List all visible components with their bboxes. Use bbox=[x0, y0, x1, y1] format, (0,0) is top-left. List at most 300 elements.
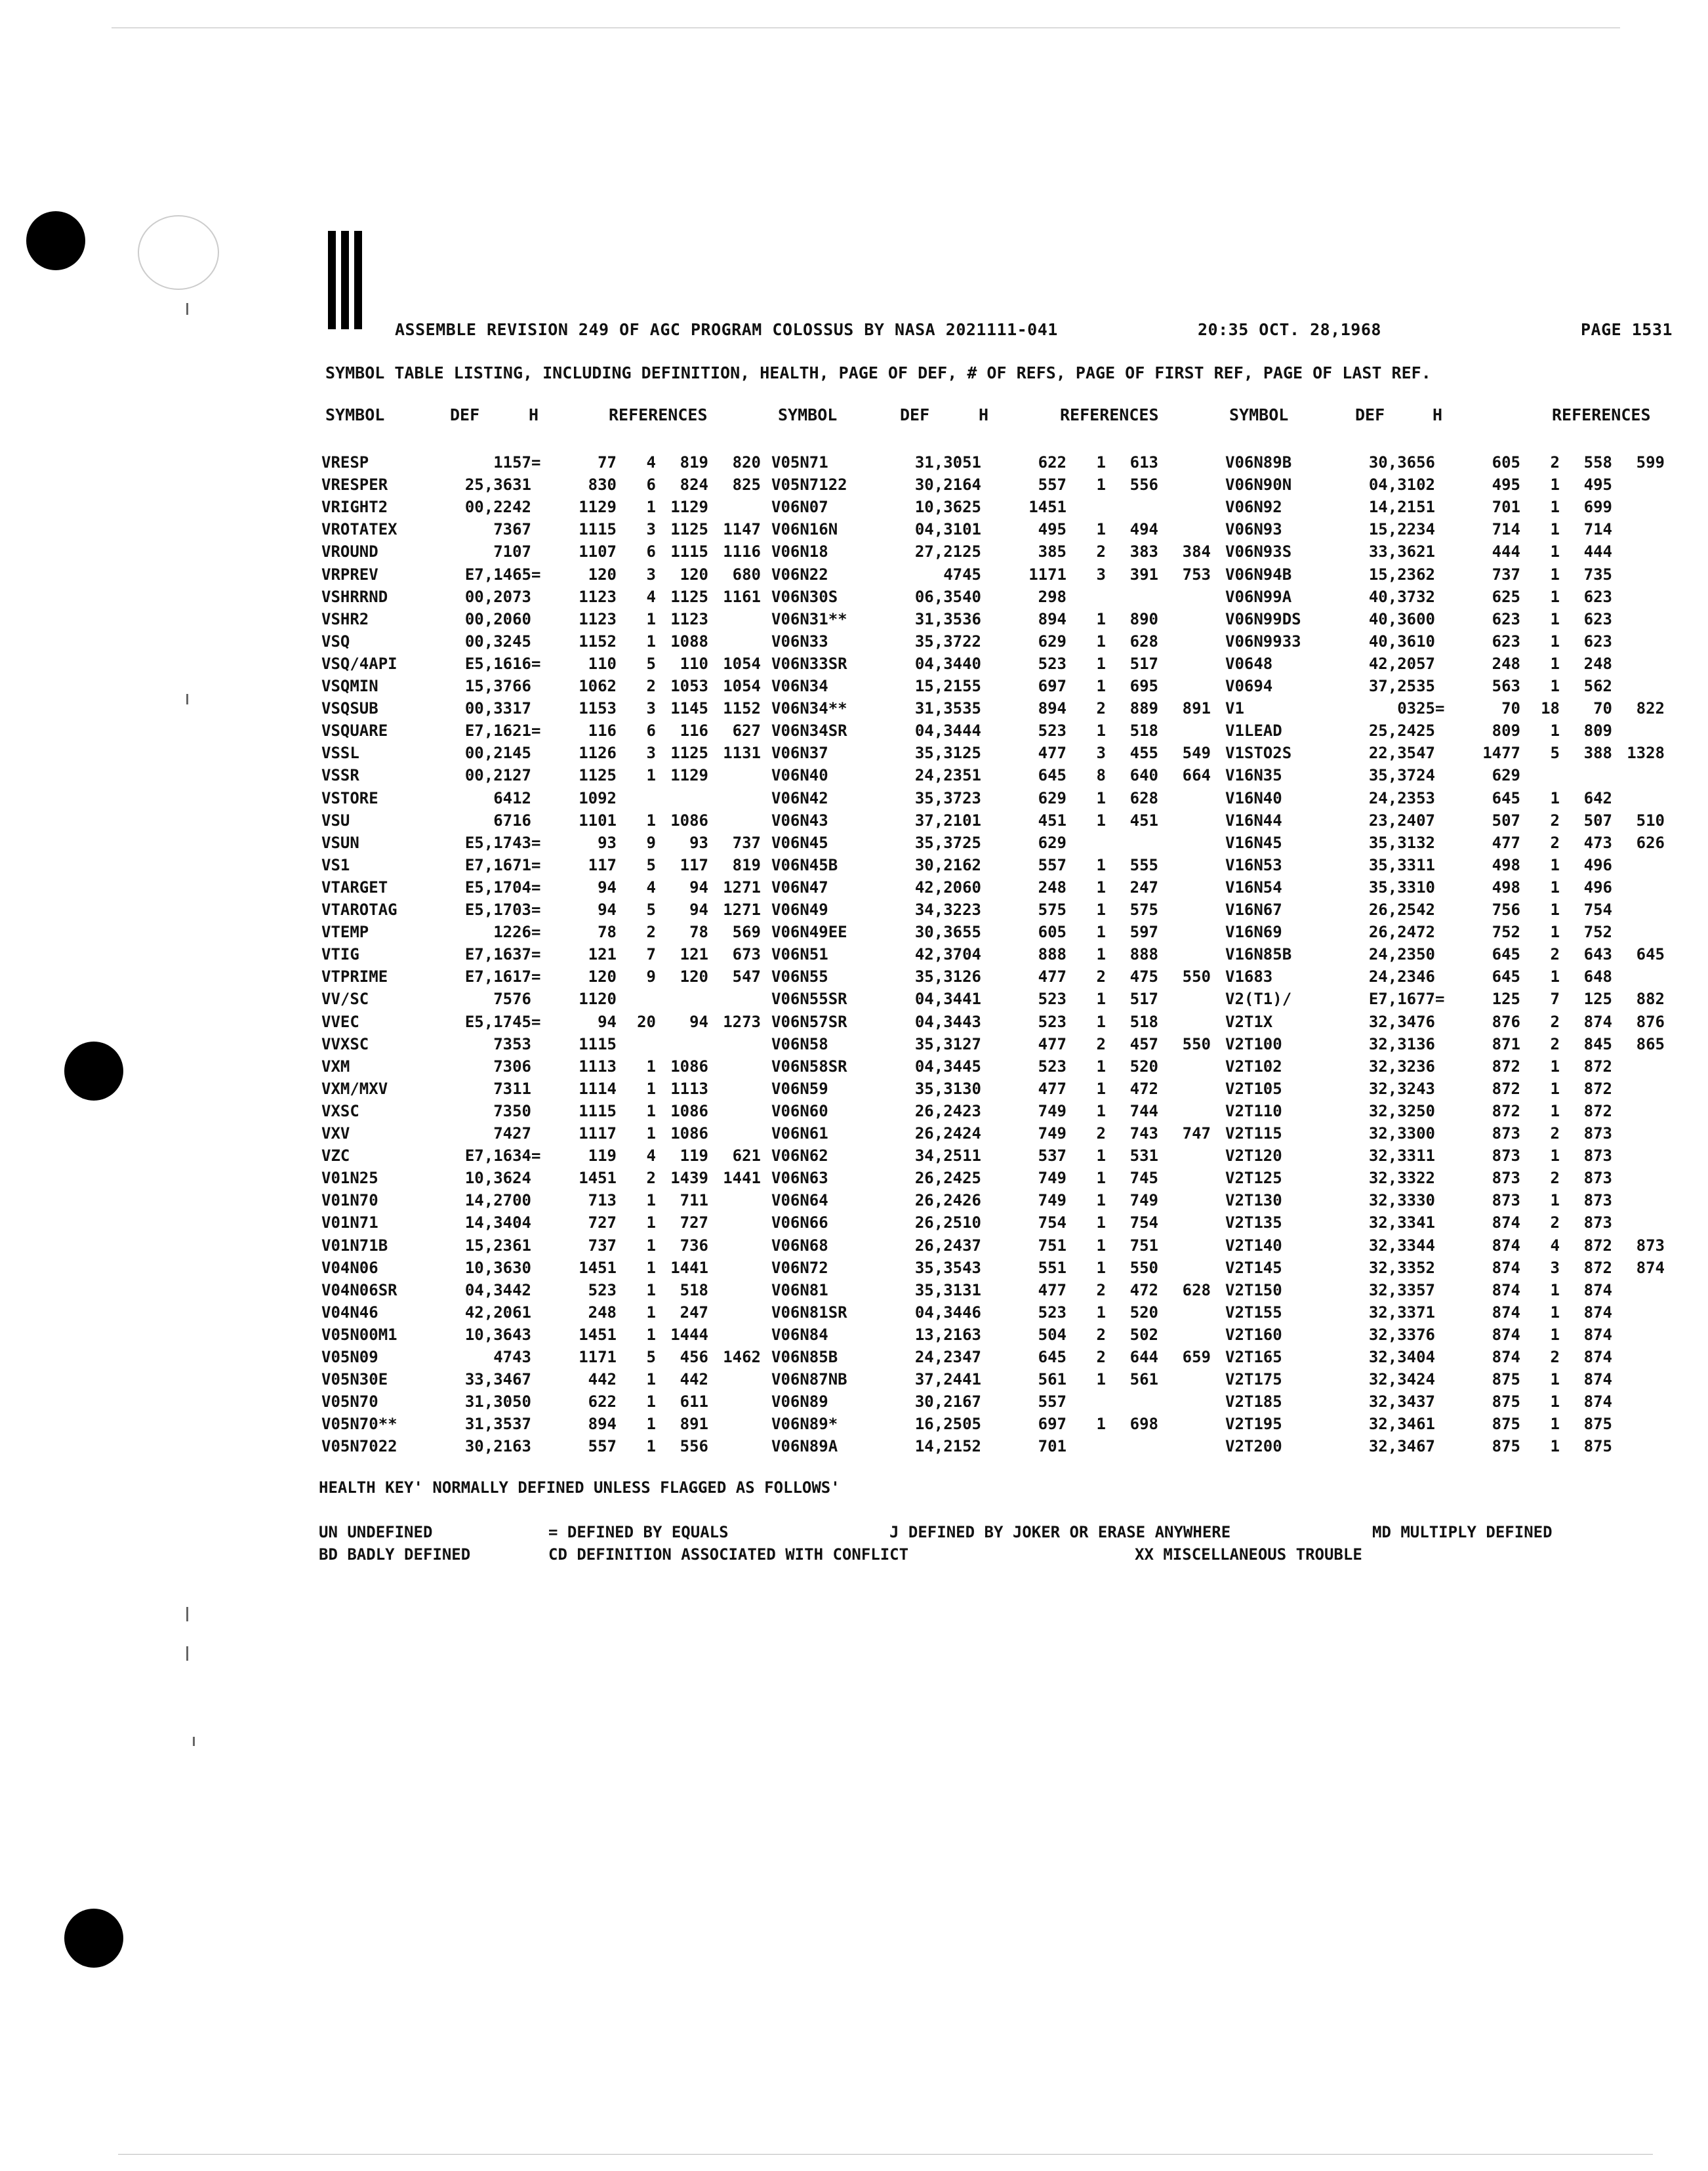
cell-refs: 1 bbox=[1550, 542, 1560, 561]
cell-def: 0325 bbox=[1397, 699, 1435, 718]
cell-last bbox=[1612, 1390, 1665, 1413]
cell-page: 444 bbox=[1492, 542, 1520, 561]
cell-last bbox=[1158, 1167, 1211, 1189]
cell-page: 94 bbox=[598, 1012, 617, 1031]
cell-def: 32,3236 bbox=[1368, 1057, 1435, 1076]
cell-page: 120 bbox=[588, 967, 617, 986]
cell-refs: 1 bbox=[1096, 1057, 1106, 1076]
cell-first: 383 bbox=[1129, 542, 1158, 561]
cell-page: 248 bbox=[588, 1303, 617, 1322]
cell-page: 645 bbox=[1492, 967, 1520, 986]
cell-refs: 2 bbox=[1550, 453, 1560, 472]
cell-last: 673 bbox=[732, 945, 761, 964]
cell-page: 873 bbox=[1492, 1191, 1520, 1210]
cell-last bbox=[1612, 608, 1665, 630]
cell-first bbox=[1106, 832, 1158, 854]
cell-symbol: VSSL bbox=[321, 744, 359, 763]
cell-def: 35,3311 bbox=[1368, 855, 1435, 874]
cell-def: E7,1677 bbox=[1368, 990, 1435, 1009]
cell-last bbox=[708, 496, 761, 518]
col-header-references: REFERENCES bbox=[609, 405, 708, 424]
cell-page: 557 bbox=[1038, 855, 1067, 874]
cell-def: 35,3543 bbox=[914, 1258, 981, 1277]
cell-health: = bbox=[531, 565, 541, 584]
cell-first: 520 bbox=[1129, 1303, 1158, 1322]
cell-last bbox=[1158, 451, 1211, 474]
cell-page: 894 bbox=[1038, 699, 1067, 718]
cell-refs: 1 bbox=[1096, 923, 1106, 942]
cell-page: 1117 bbox=[579, 1124, 617, 1143]
cell-last bbox=[1158, 921, 1211, 943]
cell-first: 611 bbox=[680, 1392, 708, 1411]
cell-def: E7,1617 bbox=[464, 967, 531, 986]
cell-def: 37,2101 bbox=[914, 811, 981, 830]
cell-refs: 6 bbox=[646, 721, 656, 741]
cell-symbol: V06N42 bbox=[771, 788, 828, 807]
cell-first: 119 bbox=[680, 1146, 708, 1166]
cell-symbol: V06N90N bbox=[1225, 476, 1292, 495]
cell-first: 518 bbox=[1129, 721, 1158, 741]
cell-page: 875 bbox=[1492, 1437, 1520, 1456]
cell-refs: 1 bbox=[646, 609, 656, 628]
cell-page: 557 bbox=[1038, 476, 1067, 495]
cell-first: 121 bbox=[680, 945, 708, 964]
cell-health: = bbox=[531, 833, 541, 852]
cell-last bbox=[708, 1301, 761, 1324]
cell-page: 894 bbox=[588, 1415, 617, 1434]
cell-symbol: VROTATEX bbox=[321, 520, 397, 539]
cell-first: 494 bbox=[1129, 520, 1158, 539]
cell-last: 882 bbox=[1636, 990, 1665, 1009]
cell-first: 754 bbox=[1129, 1213, 1158, 1232]
cell-def: 26,2437 bbox=[914, 1236, 981, 1255]
cell-refs: 2 bbox=[1550, 1169, 1560, 1188]
cell-symbol: VROUND bbox=[321, 542, 378, 561]
cell-refs: 1 bbox=[646, 1213, 656, 1232]
cell-symbol: VRESP bbox=[321, 453, 369, 472]
cell-def: 32,3243 bbox=[1368, 1079, 1435, 1098]
cell-def: 04,3102 bbox=[1368, 476, 1435, 495]
cell-symbol: V05N00M1 bbox=[321, 1325, 397, 1344]
health-key-xx: XX MISCELLANEOUS TROUBLE bbox=[1135, 1545, 1362, 1564]
cell-refs: 1 bbox=[1550, 1325, 1560, 1344]
cell-last: 659 bbox=[1182, 1348, 1211, 1366]
cell-first: 809 bbox=[1583, 721, 1612, 741]
cell-def: 7311 bbox=[493, 1079, 531, 1098]
cell-page: 875 bbox=[1492, 1415, 1520, 1434]
cell-symbol: V06N68 bbox=[771, 1236, 828, 1255]
cell-first: 873 bbox=[1583, 1213, 1612, 1232]
cell-refs: 1 bbox=[646, 811, 656, 830]
cell-symbol: V06N93S bbox=[1225, 542, 1292, 561]
cell-symbol: V06N33SR bbox=[771, 654, 847, 673]
cell-refs: 2 bbox=[646, 677, 656, 695]
cell-refs: 3 bbox=[646, 699, 656, 718]
cell-page: 622 bbox=[1038, 453, 1067, 472]
cell-last: 820 bbox=[732, 453, 761, 472]
cell-def: 40,3732 bbox=[1368, 587, 1435, 606]
cell-last: 1462 bbox=[723, 1348, 761, 1366]
cell-last bbox=[1158, 1324, 1211, 1346]
cell-refs bbox=[617, 787, 656, 809]
cell-refs: 1 bbox=[1550, 967, 1560, 986]
cell-refs: 1 bbox=[1550, 654, 1560, 673]
cell-page: 623 bbox=[1492, 632, 1520, 651]
cell-refs: 1 bbox=[1096, 632, 1106, 651]
cell-page: 1115 bbox=[579, 1034, 617, 1053]
cell-last bbox=[1612, 1324, 1665, 1346]
cell-def: 7576 bbox=[493, 990, 531, 1009]
cell-last: 626 bbox=[1636, 833, 1665, 852]
cell-symbol: V2T102 bbox=[1225, 1057, 1282, 1076]
cell-last bbox=[1158, 586, 1211, 608]
health-key-md: MD MULTIPLY DEFINED bbox=[1372, 1523, 1553, 1541]
cell-def: 24,2353 bbox=[1368, 788, 1435, 807]
cell-def: 24,2347 bbox=[914, 1348, 981, 1366]
cell-last: 1328 bbox=[1627, 744, 1665, 763]
cell-symbol: V06N89B bbox=[1225, 453, 1292, 472]
cell-page: 1107 bbox=[579, 542, 617, 561]
cell-first: 890 bbox=[1129, 609, 1158, 628]
cell-page: 94 bbox=[598, 901, 617, 919]
cell-last bbox=[1612, 899, 1665, 921]
cell-symbol: V06N84 bbox=[771, 1325, 828, 1344]
health-key-joker: J DEFINED BY JOKER OR ERASE ANYWHERE bbox=[889, 1523, 1231, 1541]
cell-refs: 1 bbox=[1550, 1415, 1560, 1434]
cell-refs: 1 bbox=[1096, 855, 1106, 874]
cell-symbol: V06N64 bbox=[771, 1191, 828, 1210]
cell-refs: 7 bbox=[646, 945, 656, 964]
cell-refs: 5 bbox=[1550, 744, 1560, 763]
cell-last: 747 bbox=[1182, 1124, 1211, 1143]
cell-page: 537 bbox=[1038, 1146, 1067, 1166]
cell-last bbox=[1158, 876, 1211, 899]
cell-refs: 2 bbox=[1550, 1124, 1560, 1143]
cell-page: 1451 bbox=[579, 1258, 617, 1277]
cell-def: 42,2057 bbox=[1368, 654, 1435, 673]
cell-last bbox=[1158, 1100, 1211, 1122]
cell-refs: 1 bbox=[1096, 878, 1106, 897]
cell-refs: 1 bbox=[1096, 1236, 1106, 1255]
cell-last bbox=[1612, 1346, 1665, 1368]
cell-first: 70 bbox=[1593, 699, 1612, 718]
cell-last bbox=[708, 630, 761, 653]
cell-first: 531 bbox=[1129, 1146, 1158, 1166]
cell-symbol: V06N59 bbox=[771, 1079, 828, 1098]
cell-first: 558 bbox=[1583, 453, 1612, 472]
cell-last: 550 bbox=[1182, 967, 1211, 986]
cell-symbol: V06N57SR bbox=[771, 1012, 847, 1031]
cell-last bbox=[1158, 720, 1211, 742]
cell-page: 830 bbox=[588, 476, 617, 495]
cell-symbol: V06N47 bbox=[771, 878, 828, 897]
cell-first: 874 bbox=[1583, 1370, 1612, 1389]
cell-first: 643 bbox=[1583, 945, 1612, 964]
cell-last bbox=[1158, 630, 1211, 653]
cell-last bbox=[1612, 1301, 1665, 1324]
cell-refs: 1 bbox=[646, 766, 656, 785]
cell-def: 32,3424 bbox=[1368, 1370, 1435, 1389]
cell-symbol: V01N70 bbox=[321, 1191, 378, 1210]
cell-def: E5,1703 bbox=[464, 901, 531, 919]
scan-line bbox=[118, 2154, 1653, 2155]
listing-subtitle: SYMBOL TABLE LISTING, INCLUDING DEFINITION, HEALTH, PAGE OF DEF, # OF REFS, PAGE OF FIRST REF, PAGE OF LAST REF. bbox=[325, 363, 1431, 382]
col-header-symbol: SYMBOL bbox=[1229, 405, 1289, 424]
cell-refs: 1 bbox=[1550, 520, 1560, 539]
cell-first: 872 bbox=[1583, 1101, 1612, 1120]
cell-def: 32,3352 bbox=[1368, 1258, 1435, 1277]
cell-refs: 4 bbox=[1550, 1236, 1560, 1255]
cell-first: 472 bbox=[1129, 1280, 1158, 1299]
cell-symbol: V06N18 bbox=[771, 542, 828, 561]
cell-refs: 1 bbox=[1096, 520, 1106, 539]
cell-first: 744 bbox=[1129, 1101, 1158, 1120]
cell-page: 563 bbox=[1492, 677, 1520, 695]
cell-symbol: V06N72 bbox=[771, 1258, 828, 1277]
cell-first: 455 bbox=[1129, 744, 1158, 763]
cell-refs: 1 bbox=[646, 1258, 656, 1277]
cell-last: 1147 bbox=[723, 520, 761, 539]
cell-refs: 5 bbox=[646, 1348, 656, 1366]
cell-last bbox=[1158, 518, 1211, 540]
cell-first: 517 bbox=[1129, 990, 1158, 1009]
cell-page: 523 bbox=[1038, 721, 1067, 741]
cell-last: 550 bbox=[1182, 1034, 1211, 1053]
cell-refs: 1 bbox=[1550, 721, 1560, 741]
cell-def: 37,2535 bbox=[1368, 677, 1435, 695]
cell-refs: 2 bbox=[1096, 967, 1106, 986]
cell-symbol: V1LEAD bbox=[1225, 721, 1282, 741]
cell-last bbox=[1612, 586, 1665, 608]
binder-hole-middle bbox=[64, 1042, 123, 1101]
cell-page: 751 bbox=[1038, 1236, 1067, 1255]
cell-last bbox=[708, 1122, 761, 1145]
cell-refs: 1 bbox=[1096, 1303, 1106, 1322]
cell-def: 00,2145 bbox=[464, 744, 531, 763]
cell-def: 26,2423 bbox=[914, 1101, 981, 1120]
timestamp: 20:35 OCT. 28,1968 bbox=[1198, 320, 1381, 339]
cell-symbol: VSHR2 bbox=[321, 609, 369, 628]
cell-last bbox=[1612, 1078, 1665, 1100]
cell-symbol: VRESPER bbox=[321, 476, 388, 495]
cell-def: 10,3625 bbox=[914, 498, 981, 517]
cell-first: 116 bbox=[680, 721, 708, 741]
col-header-symbol: SYMBOL bbox=[778, 405, 838, 424]
cell-def: 7427 bbox=[493, 1124, 531, 1143]
cell-def: 37,2441 bbox=[914, 1370, 981, 1389]
cell-refs: 1 bbox=[1096, 990, 1106, 1009]
cell-refs bbox=[1067, 586, 1106, 608]
cell-first: 496 bbox=[1583, 878, 1612, 897]
cell-last: 876 bbox=[1636, 1012, 1665, 1031]
cell-def: 34,2511 bbox=[914, 1146, 981, 1166]
cell-symbol: V01N71B bbox=[321, 1236, 388, 1255]
cell-page: 876 bbox=[1492, 1012, 1520, 1031]
cell-first bbox=[1106, 586, 1158, 608]
cell-health: = bbox=[531, 923, 541, 942]
cell-first: 556 bbox=[680, 1437, 708, 1456]
cell-last bbox=[1158, 1435, 1211, 1457]
cell-refs: 6 bbox=[646, 542, 656, 561]
cell-first: 872 bbox=[1583, 1258, 1612, 1277]
cell-last: 384 bbox=[1182, 542, 1211, 561]
cell-first: 873 bbox=[1583, 1169, 1612, 1188]
cell-symbol: VTIG bbox=[321, 945, 359, 964]
cell-symbol: V06N99A bbox=[1225, 587, 1292, 606]
cell-first: 873 bbox=[1583, 1191, 1612, 1210]
cell-last bbox=[708, 1078, 761, 1100]
cell-page: 110 bbox=[588, 654, 617, 673]
cell-def: 32,3371 bbox=[1368, 1303, 1435, 1322]
cell-page: 121 bbox=[588, 945, 617, 964]
cell-refs: 2 bbox=[1096, 699, 1106, 718]
cell-page: 701 bbox=[1038, 1437, 1067, 1456]
cell-symbol: V06N9933 bbox=[1225, 632, 1301, 651]
cell-page: 1152 bbox=[579, 632, 617, 651]
cell-last bbox=[708, 988, 761, 1010]
cell-page: 752 bbox=[1492, 923, 1520, 942]
cell-refs: 1 bbox=[1096, 721, 1106, 741]
margin-mark bbox=[186, 303, 188, 315]
cell-refs: 5 bbox=[646, 901, 656, 919]
cell-last bbox=[1158, 854, 1211, 876]
cell-health: = bbox=[531, 878, 541, 897]
cell-symbol: V06N93 bbox=[1225, 520, 1282, 539]
cell-def: 23,2407 bbox=[1368, 811, 1435, 830]
cell-def: 27,2125 bbox=[914, 542, 981, 561]
cell-symbol: V06N63 bbox=[771, 1169, 828, 1188]
cell-first: 561 bbox=[1129, 1370, 1158, 1389]
cell-page: 1115 bbox=[579, 1101, 617, 1120]
cell-def: 32,3357 bbox=[1368, 1280, 1435, 1299]
cell-first: 1086 bbox=[670, 1124, 708, 1143]
cell-page: 451 bbox=[1038, 811, 1067, 830]
cell-refs: 1 bbox=[646, 1280, 656, 1299]
cell-first: 642 bbox=[1583, 788, 1612, 807]
cell-first: 520 bbox=[1129, 1057, 1158, 1076]
cell-page: 749 bbox=[1038, 1124, 1067, 1143]
cell-symbol: V05N09 bbox=[321, 1348, 378, 1366]
cell-def: 32,3311 bbox=[1368, 1146, 1435, 1166]
cell-first: 648 bbox=[1583, 967, 1612, 986]
cell-page: 523 bbox=[1038, 1303, 1067, 1322]
cell-first bbox=[656, 988, 708, 1010]
cell-symbol: V16N85B bbox=[1225, 945, 1292, 964]
cell-def: 35,3125 bbox=[914, 744, 981, 763]
cell-first: 93 bbox=[689, 833, 708, 852]
cell-first: 247 bbox=[1129, 878, 1158, 897]
cell-first: 874 bbox=[1583, 1280, 1612, 1299]
cell-last bbox=[1158, 1390, 1211, 1413]
cell-first: 507 bbox=[1583, 811, 1612, 830]
cell-refs: 5 bbox=[646, 855, 656, 874]
cell-page: 605 bbox=[1038, 923, 1067, 942]
cell-page: 523 bbox=[1038, 990, 1067, 1009]
cell-first: 1444 bbox=[670, 1325, 708, 1344]
cell-last bbox=[708, 1055, 761, 1078]
health-key-bd: BD BADLY DEFINED bbox=[319, 1545, 471, 1564]
cell-last bbox=[1612, 787, 1665, 809]
cell-symbol: V01N71 bbox=[321, 1213, 378, 1232]
cell-symbol: V16N35 bbox=[1225, 766, 1282, 785]
cell-refs: 2 bbox=[1096, 1348, 1106, 1366]
cell-symbol: V06N85B bbox=[771, 1348, 838, 1366]
cell-last bbox=[1612, 921, 1665, 943]
cell-def: 35,3130 bbox=[914, 1079, 981, 1098]
cell-page: 737 bbox=[588, 1236, 617, 1255]
cell-page: 1477 bbox=[1482, 744, 1520, 763]
cell-page: 1129 bbox=[579, 498, 617, 517]
cell-symbol: VXSC bbox=[321, 1101, 359, 1120]
page-title: ASSEMBLE REVISION 249 OF AGC PROGRAM COLOSSUS BY NASA 2021111-041 bbox=[395, 320, 1058, 339]
cell-symbol: V2T160 bbox=[1225, 1325, 1282, 1344]
cell-page: 1113 bbox=[579, 1057, 617, 1076]
cell-refs: 2 bbox=[1550, 1213, 1560, 1232]
cell-first bbox=[1106, 1390, 1158, 1413]
cell-last bbox=[708, 1100, 761, 1122]
cell-first: 495 bbox=[1583, 476, 1612, 495]
cell-refs: 1 bbox=[646, 1079, 656, 1098]
cell-last bbox=[708, 1279, 761, 1301]
cell-first: 824 bbox=[680, 476, 708, 495]
cell-def: 40,3610 bbox=[1368, 632, 1435, 651]
cell-page: 873 bbox=[1492, 1124, 1520, 1143]
cell-refs bbox=[1067, 1390, 1106, 1413]
cell-last bbox=[1158, 988, 1211, 1010]
cell-page: 477 bbox=[1038, 1034, 1067, 1053]
cell-refs bbox=[617, 1033, 656, 1055]
cell-def: 32,3404 bbox=[1368, 1348, 1435, 1366]
cell-last bbox=[1158, 1234, 1211, 1257]
cell-last: 1152 bbox=[723, 699, 761, 718]
cell-def: 42,2061 bbox=[464, 1303, 531, 1322]
cell-page: 1451 bbox=[579, 1325, 617, 1344]
cell-first: 94 bbox=[689, 1012, 708, 1031]
cell-last bbox=[1158, 1368, 1211, 1390]
cell-last bbox=[708, 1435, 761, 1457]
cell-def: E7,1671 bbox=[464, 855, 531, 874]
cell-refs: 1 bbox=[646, 1303, 656, 1322]
cell-page: 875 bbox=[1492, 1392, 1520, 1411]
cell-last bbox=[1158, 832, 1211, 854]
cell-def: 7350 bbox=[493, 1101, 531, 1120]
cell-symbol: V05N7122 bbox=[771, 476, 847, 495]
cell-def: 14,2152 bbox=[914, 1437, 981, 1456]
cell-page: 116 bbox=[588, 721, 617, 741]
health-key-un: UN UNDEFINED bbox=[319, 1523, 433, 1541]
cell-refs: 4 bbox=[646, 453, 656, 472]
cell-symbol: V06N49 bbox=[771, 901, 828, 919]
cell-refs: 3 bbox=[646, 565, 656, 584]
cell-def: 26,2510 bbox=[914, 1213, 981, 1232]
cell-symbol: V05N30E bbox=[321, 1370, 388, 1389]
cell-refs: 1 bbox=[646, 1415, 656, 1434]
cell-first: 1053 bbox=[670, 677, 708, 695]
cell-page: 873 bbox=[1492, 1146, 1520, 1166]
cell-page: 629 bbox=[1492, 766, 1520, 785]
cell-symbol: V06N81SR bbox=[771, 1303, 847, 1322]
cell-symbol: V04N06 bbox=[321, 1258, 378, 1277]
cell-first: 1086 bbox=[670, 1057, 708, 1076]
cell-def: 04,3445 bbox=[914, 1057, 981, 1076]
cell-first: 1125 bbox=[670, 587, 708, 606]
cell-symbol: V06N43 bbox=[771, 811, 828, 830]
cell-first: 640 bbox=[1129, 766, 1158, 785]
cell-def: 32,3330 bbox=[1368, 1191, 1435, 1210]
cell-page: 77 bbox=[598, 453, 617, 472]
cell-last bbox=[1158, 474, 1211, 496]
cell-symbol: V2T195 bbox=[1225, 1415, 1282, 1434]
